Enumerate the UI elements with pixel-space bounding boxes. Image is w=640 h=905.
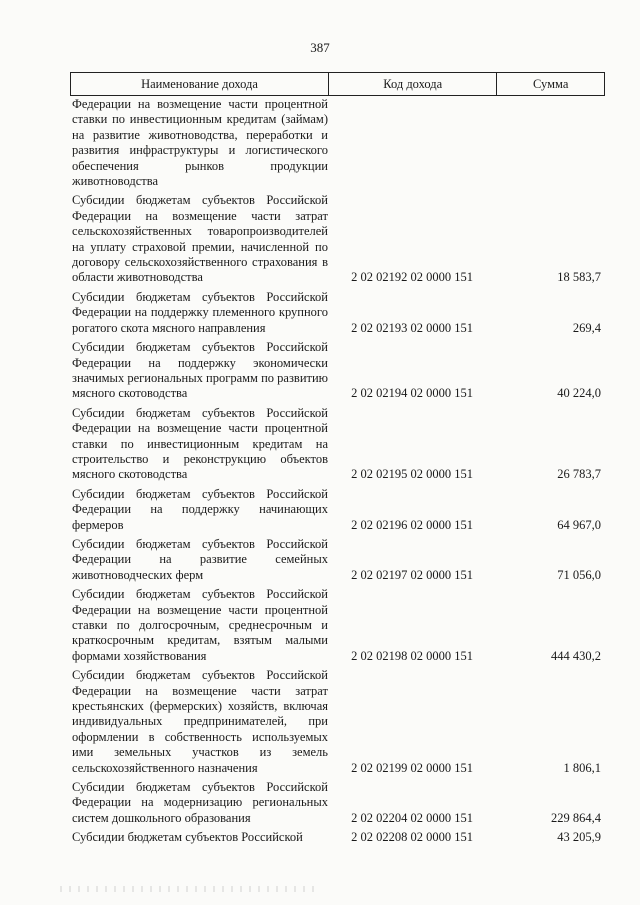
table-row: [70, 340, 605, 402]
income-code-cell: 2 02 02197 02 0000 151: [351, 567, 473, 582]
income-name-cell: Субсидии бюджетам субъектов Российской Федерации на развитие семейных животноводческих ферм: [72, 536, 328, 582]
income-sum-cell: 71 056,0: [557, 567, 601, 582]
income-name-cell: Субсидии бюджетам субъектов Российской Федерации на возмещение части затрат сельскохозяйственных товаропроизводителей на уплату страховой премии, начисленной по договору сельскохозяйственного страхования в области животноводства: [72, 193, 328, 285]
income-code-cell: 2 02 02194 02 0000 151: [351, 386, 473, 401]
income-code-cell: 2 02 02198 02 0000 151: [351, 648, 473, 663]
header-code: Код дохода: [329, 73, 497, 95]
table-row: [70, 487, 605, 533]
table-row: [70, 587, 605, 664]
table-row: [70, 97, 605, 189]
income-name-cell: Субсидии бюджетам субъектов Российской Федерации на возмещение части процентной ставки по инвестиционным кредитам на строительство и реконструкцию объектов мясного скотоводства: [72, 405, 328, 482]
income-code-cell: 2 02 02204 02 0000 151: [351, 810, 473, 825]
income-sum-cell: 1 806,1: [563, 760, 601, 775]
page-number: 387: [310, 40, 330, 55]
table-row: [70, 193, 605, 285]
income-sum-cell: 18 583,7: [557, 270, 601, 285]
income-name-cell: Субсидии бюджетам субъектов Российской Федерации на поддержку начинающих фермеров: [72, 486, 328, 532]
scan-artifacts: [60, 886, 320, 892]
income-name-cell: Субсидии бюджетам субъектов Российской Федерации на возмещение части процентной ставки по долгосрочным, среднесрочным и краткосрочным кредитам, взятым малыми формами хозяйствования: [72, 587, 328, 663]
income-name-cell: Субсидии бюджетам субъектов Российской Федерации на поддержку экономически значимых региональных программ по развитию мясного скотоводства: [72, 340, 328, 401]
income-code-cell: 2 02 02196 02 0000 151: [351, 517, 473, 532]
income-sum-cell: 40 224,0: [557, 386, 601, 401]
header-name: Наименование дохода: [71, 73, 329, 95]
income-name-cell: Субсидии бюджетам субъектов Российской: [72, 830, 303, 845]
income-sum-cell: 43 205,9: [557, 830, 601, 845]
income-sum-cell: 229 864,4: [551, 810, 601, 825]
table-row: [70, 537, 605, 583]
header-sum: Сумма: [497, 73, 605, 95]
income-sum-cell: 26 783,7: [557, 467, 601, 482]
income-code-cell: 2 02 02199 02 0000 151: [351, 760, 473, 775]
income-sum-cell: 269,4: [572, 320, 601, 335]
table-row: [70, 830, 605, 845]
table-body: [70, 96, 605, 846]
table-row: [70, 290, 605, 336]
income-code-cell: 2 02 02208 02 0000 151: [351, 830, 473, 845]
income-sum-cell: 444 430,2: [551, 648, 601, 663]
income-name-cell: Субсидии бюджетам субъектов Российской Федерации на модернизацию региональных систем дошкольного образования: [72, 780, 328, 825]
income-name-cell: Субсидии бюджетам субъектов Российской Федерации на поддержку племенного крупного рогатого скота мясного направления: [72, 289, 328, 335]
table-row: [70, 406, 605, 483]
income-code-cell: 2 02 02193 02 0000 151: [351, 320, 473, 335]
income-code-cell: 2 02 02192 02 0000 151: [351, 270, 473, 285]
revenue-table: [70, 72, 605, 850]
table-header: [70, 72, 605, 96]
table-row: [70, 668, 605, 776]
income-name-cell: Субсидии бюджетам субъектов Российской Федерации на возмещение части затрат крестьянских (фермерских) хозяйств, включая индивидуальных предпринимателей, при оформлении в собственность используемых ими земельных участков из земель сельскохозяйственного назначения: [72, 668, 328, 775]
income-code-cell: 2 02 02195 02 0000 151: [351, 467, 473, 482]
table-row: [70, 780, 605, 826]
income-sum-cell: 64 967,0: [557, 517, 601, 532]
income-name-cell: Федерации на возмещение части процентной ставки по инвестиционным кредитам (займам) на развитие животноводства, переработки и развития инфраструктуры и логистического обеспечения рынков продукции животноводства: [72, 97, 328, 189]
